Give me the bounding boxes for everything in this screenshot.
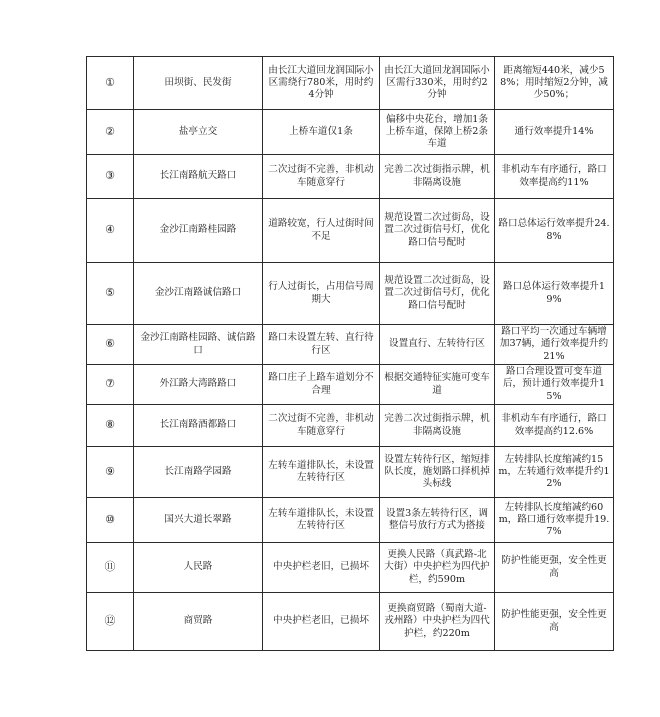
- row-number: ①: [87, 57, 134, 110]
- effect-cell: 非机动车有序通行，路口效率提高约12.6%: [495, 405, 614, 447]
- problem-cell: 路口庄子上路车道划分不合理: [263, 365, 380, 405]
- effect-cell: 路口合理设置可变车道后，预计通行效率提升15%: [495, 365, 614, 405]
- effect-cell: 通行效率提升14%: [495, 110, 614, 155]
- row-number: ⑪: [87, 543, 134, 593]
- measure-cell: 设置左转待行区，缩短排队长度，施划路口择机掉头标线: [380, 447, 495, 498]
- location-cell: 国兴大道长翠路: [134, 498, 263, 543]
- table-row: [87, 110, 614, 155]
- effect-cell: 路口总体运行效率提升24.8%: [495, 199, 614, 263]
- location-cell: 金沙江南路桂园路: [134, 199, 263, 263]
- measure-cell: 更换商贸路（蜀南大道-戎州路）中央护栏为四代护栏，约220m: [380, 593, 495, 651]
- problem-cell: 二次过街不完善，非机动车随意穿行: [263, 405, 380, 447]
- location-cell: 人民路: [134, 543, 263, 593]
- problem-cell: 由长江大道回龙润国际小区需绕行780米，用时约4分钟: [263, 57, 380, 110]
- effect-cell: 防护性能更强，安全性更高: [495, 593, 614, 651]
- effect-cell: 路口平均一次通过车辆增加37辆，通行效率提升约21%: [495, 325, 614, 365]
- table-row: [87, 405, 614, 447]
- measure-cell: 由长江大道回龙润国际小区需行330米，用时约2分钟: [380, 57, 495, 110]
- measure-cell: 根据交通特征实施可变车道: [380, 365, 495, 405]
- problem-cell: 路口未设置左转、直行待行区: [263, 325, 380, 365]
- problem-cell: 二次过街不完善，非机动车随意穿行: [263, 155, 380, 199]
- effect-cell: 非机动车有序通行，路口效率提高约11%: [495, 155, 614, 199]
- table-row: [87, 57, 614, 110]
- measure-cell: 更换人民路（真武路-北大街）中央护栏为四代护栏，约590m: [380, 543, 495, 593]
- effect-cell: 防护性能更强，安全性更高: [495, 543, 614, 593]
- row-number: ⑦: [87, 365, 134, 405]
- location-cell: 盐亭立交: [134, 110, 263, 155]
- location-cell: 长江南路航天路口: [134, 155, 263, 199]
- location-cell: 长江南路酒都路口: [134, 405, 263, 447]
- problem-cell: 左转车道排队长，未设置左转待行区: [263, 447, 380, 498]
- measure-cell: 完善二次过街指示牌，机非隔离设施: [380, 155, 495, 199]
- measure-cell: 规范设置二次过街岛，设置二次过街信号灯，优化路口信号配时: [380, 199, 495, 263]
- problem-cell: 道路较宽，行人过街时间不足: [263, 199, 380, 263]
- effect-cell: 路口总体运行效率提升19%: [495, 263, 614, 325]
- table-row: [87, 199, 614, 263]
- measure-cell: 设置3条左转待行区，调整信号放行方式为搭接: [380, 498, 495, 543]
- measure-cell: 规范设置二次过街岛，设置二次过街信号灯，优化路口信号配时: [380, 263, 495, 325]
- effect-cell: 左转排队长度缩减约15m，左转通行效率提升约12%: [495, 447, 614, 498]
- table-row: [87, 365, 614, 405]
- measure-cell: 设置直行、左转待行区: [380, 325, 495, 365]
- effect-cell: 左转排队长度缩减约60m，路口通行效率提升19.7%: [495, 498, 614, 543]
- table-row: [87, 498, 614, 543]
- table-row: [87, 155, 614, 199]
- location-cell: 金沙江南路桂园路、诚信路口: [134, 325, 263, 365]
- location-cell: 商贸路: [134, 593, 263, 651]
- problem-cell: 左转车道排队长，未设置左转待行区: [263, 498, 380, 543]
- row-number: ②: [87, 110, 134, 155]
- effect-cell: 距离缩短440米，减少58%；用时缩短2分钟，减少50%；: [495, 57, 614, 110]
- location-cell: 田坝街、民发街: [134, 57, 263, 110]
- row-number: ⑥: [87, 325, 134, 365]
- table-row: [87, 593, 614, 651]
- row-number: ③: [87, 155, 134, 199]
- row-number: ⑩: [87, 498, 134, 543]
- row-number: ⑫: [87, 593, 134, 651]
- table-row: [87, 447, 614, 498]
- measure-cell: 完善二次过街指示牌，机非隔离设施: [380, 405, 495, 447]
- location-cell: 金沙江南路诚信路口: [134, 263, 263, 325]
- row-number: ④: [87, 199, 134, 263]
- table-row: [87, 325, 614, 365]
- row-number: ⑤: [87, 263, 134, 325]
- location-cell: 外江路大湾路路口: [134, 365, 263, 405]
- problem-cell: 上桥车道仅1条: [263, 110, 380, 155]
- problem-cell: 中央护栏老旧，已损坏: [263, 593, 380, 651]
- measure-cell: 偏移中央花台，增加1条上桥车道，保障上桥2条车道: [380, 110, 495, 155]
- row-number: ⑧: [87, 405, 134, 447]
- table-row: [87, 263, 614, 325]
- problem-cell: 中央护栏老旧，已损坏: [263, 543, 380, 593]
- row-number: ⑨: [87, 447, 134, 498]
- traffic-improvement-table: [86, 56, 614, 651]
- problem-cell: 行人过街长，占用信号周期大: [263, 263, 380, 325]
- location-cell: 长江南路学园路: [134, 447, 263, 498]
- table-row: [87, 543, 614, 593]
